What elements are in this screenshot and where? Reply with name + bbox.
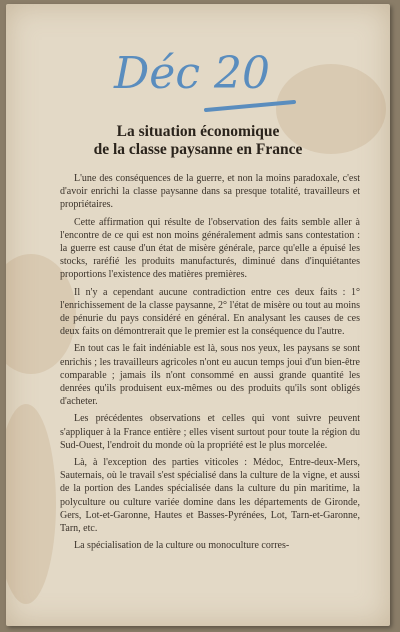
paragraph: La spécialisation de la culture ou monoculture corres- — [74, 540, 290, 552]
article-body — [60, 172, 360, 556]
handwritten-annotation — [110, 36, 300, 116]
paragraph: Il n'y a cependant aucune contradiction entre ces deux faits : 1° l'enrichissement de la classe paysanne, 2° l'état de misère ou tout au moins de pénurie du pays considéré en général. En analysant les causes de ces deux faits on démontrerait que le premier est la conséquence du l'autre. — [60, 286, 360, 338]
handwritten-underline — [206, 102, 294, 110]
article-title-line-1: La situation économique — [116, 123, 280, 140]
paragraph: Là, à l'exception des parties viticoles : Médoc, Entre-deux-Mers, Sauternais, où le travail s'est spécialisé dans la culture de la vigne, et aussi de la portion des Landes spécialisée dans la culture du pin maritime, la polyculture ou culture variée domine dans les départements de Gironde, Gers, Lot-et-Garonne, Hautes et Basses-Pyrénées, Lot, Tarn-et-Garonne, Tarn, etc. — [60, 457, 360, 535]
document-page — [6, 4, 390, 626]
paragraph: Cette affirmation qui résulte de l'observation des faits semble aller à l'encontre de ce qui est non moins généralement admis sans contestation : la guerre est cause d'un état de misère générale, parce qu'elle a épuisé les stocks, raréfié les produits manufacturés, diminué dans d'inquiétantes proportions l'existence des matières premières. — [60, 216, 360, 281]
paper-stain — [6, 404, 56, 604]
handwritten-note: Déc 20 — [114, 48, 270, 99]
paragraph: En tout cas le fait indéniable est là, sous nos yeux, les paysans se sont enrichis ; les travailleurs agricoles n'ont eu aucun temps joui d'un bien-être comparable ; jamais ils n'ont consommé en aussi grande quantité les denrées qu'ils produisent eux-mêmes ou des produits qu'ils sont obligés d'acheter. — [60, 343, 360, 408]
article-title-line-2: de la classe paysanne en France — [93, 141, 303, 158]
paragraph: Les précédentes observations et celles qui vont suivre peuvent s'appliquer à la France entière ; elles visent surtout pour toute la région du Sud-Ouest, l'endroit du monde où la propriété est le plus morcelée. — [60, 413, 360, 451]
paragraph: L'une des conséquences de la guerre, et non la moins paradoxale, c'est d'avoir enrichi la classe paysanne dans sa presque totalité, travailleurs et propriétaires. — [60, 173, 360, 211]
